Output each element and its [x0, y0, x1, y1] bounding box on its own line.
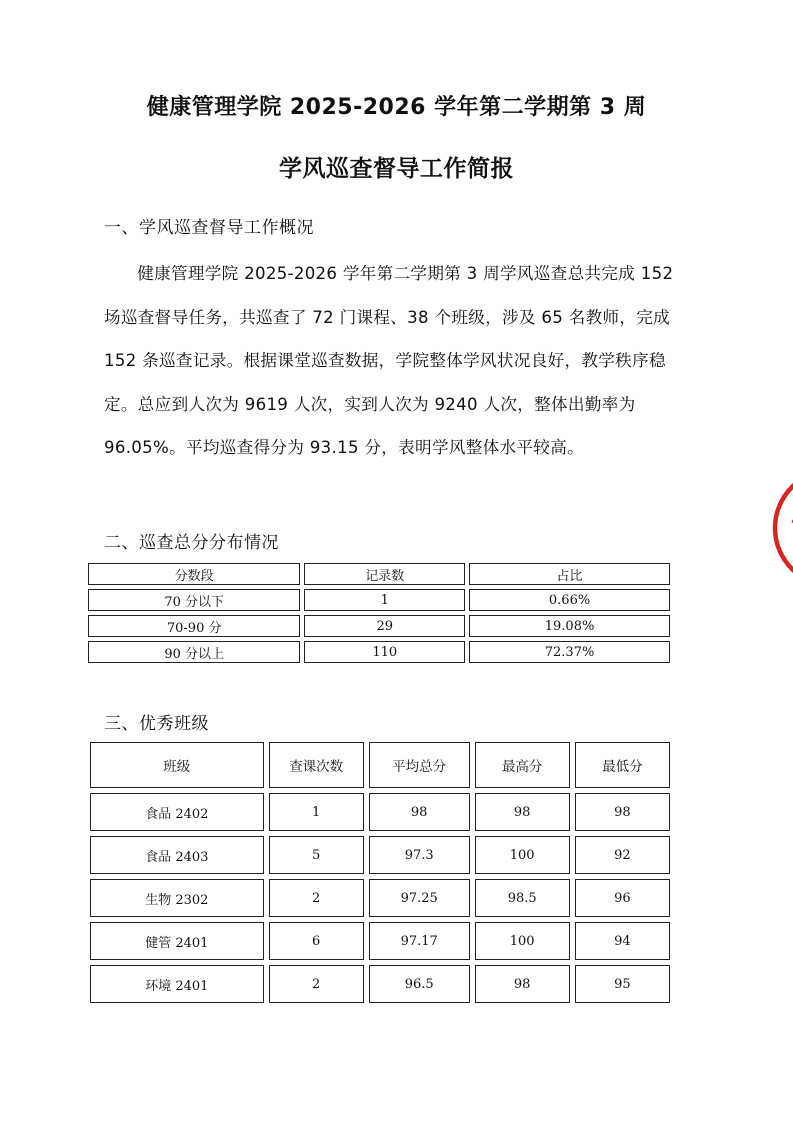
- table-cell: 96: [575, 879, 670, 917]
- table-cell: 1: [304, 589, 465, 611]
- table-cell: 2: [269, 879, 364, 917]
- column-header: 最低分: [575, 742, 670, 788]
- table-row: [90, 879, 670, 917]
- table-row: [90, 965, 670, 1003]
- table-cell: 94: [575, 922, 670, 960]
- seal-mark: [775, 470, 793, 586]
- table-row: [88, 615, 670, 637]
- section2-heading: 二、巡查总分分布情况: [104, 533, 279, 553]
- table-cell: 健管 2401: [90, 922, 264, 960]
- section3-heading: 三、优秀班级: [104, 714, 209, 734]
- table-header-row: [88, 563, 670, 585]
- column-header: 记录数: [304, 563, 465, 585]
- column-header: 查课次数: [269, 742, 364, 788]
- table-cell: 97.17: [369, 922, 470, 960]
- column-header: 占比: [469, 563, 670, 585]
- excellent-classes-table: [85, 737, 675, 1008]
- table-cell: 食品 2403: [90, 836, 264, 874]
- table-row: [88, 589, 670, 611]
- table-cell: 97.25: [369, 879, 470, 917]
- table-row: [88, 641, 670, 663]
- table-cell: 食品 2402: [90, 793, 264, 831]
- table-cell: 98: [575, 793, 670, 831]
- table-cell: 1: [269, 793, 364, 831]
- table-cell: 96.5: [369, 965, 470, 1003]
- column-header: 班级: [90, 742, 264, 788]
- table-cell: 0.66%: [469, 589, 670, 611]
- table-cell: 19.08%: [469, 615, 670, 637]
- column-header: 最高分: [475, 742, 570, 788]
- table-cell: 生物 2302: [90, 879, 264, 917]
- score-distribution-table: [84, 559, 674, 667]
- table-cell: 100: [475, 836, 570, 874]
- table-row: [90, 836, 670, 874]
- section1-body: [104, 252, 679, 470]
- document-title-line2: 学风巡查督导工作简报: [279, 156, 514, 182]
- table-cell: 98.5: [475, 879, 570, 917]
- table-cell: 5: [269, 836, 364, 874]
- table-row: [90, 922, 670, 960]
- table-cell: 98: [475, 793, 570, 831]
- table-cell: 环境 2401: [90, 965, 264, 1003]
- table-cell: 110: [304, 641, 465, 663]
- table-cell: 70 分以下: [88, 589, 300, 611]
- table-cell: 72.37%: [469, 641, 670, 663]
- table-cell: 98: [475, 965, 570, 1003]
- table-cell: 70-90 分: [88, 615, 300, 637]
- official-seal-icon: [768, 463, 793, 593]
- table-cell: 98: [369, 793, 470, 831]
- table-cell: 6: [269, 922, 364, 960]
- document-title-line1: 健康管理学院 2025-2026 学年第二学期第 3 周: [146, 95, 647, 120]
- section1-heading: 一、学风巡查督导工作概况: [104, 218, 314, 238]
- column-header: 平均总分: [369, 742, 470, 788]
- table-cell: 90 分以上: [88, 641, 300, 663]
- table-cell: 92: [575, 836, 670, 874]
- table-row: [90, 793, 670, 831]
- column-header: 分数段: [88, 563, 300, 585]
- table-cell: 95: [575, 965, 670, 1003]
- table-cell: 29: [304, 615, 465, 637]
- table-cell: 97.3: [369, 836, 470, 874]
- table-cell: 100: [475, 922, 570, 960]
- table-header-row: [90, 742, 670, 788]
- table-cell: 2: [269, 965, 364, 1003]
- section1-paragraph: 健康管理学院 2025-2026 学年第二学期第 3 周学风巡查总共完成 152 场巡查督导任务，共巡查了 72 门课程、38 个班级，涉及 65 名教师，完成 152 条巡查记录。根据课堂巡查数据，学院整体学风状况良好，教学秩序稳定。总应到人次为 9619 人次，实到人次为 9240 人次，整体出勤率为 96.05%。平均巡查得分为 93.15 分，表明学风整体水平较高。: [104, 264, 674, 457]
